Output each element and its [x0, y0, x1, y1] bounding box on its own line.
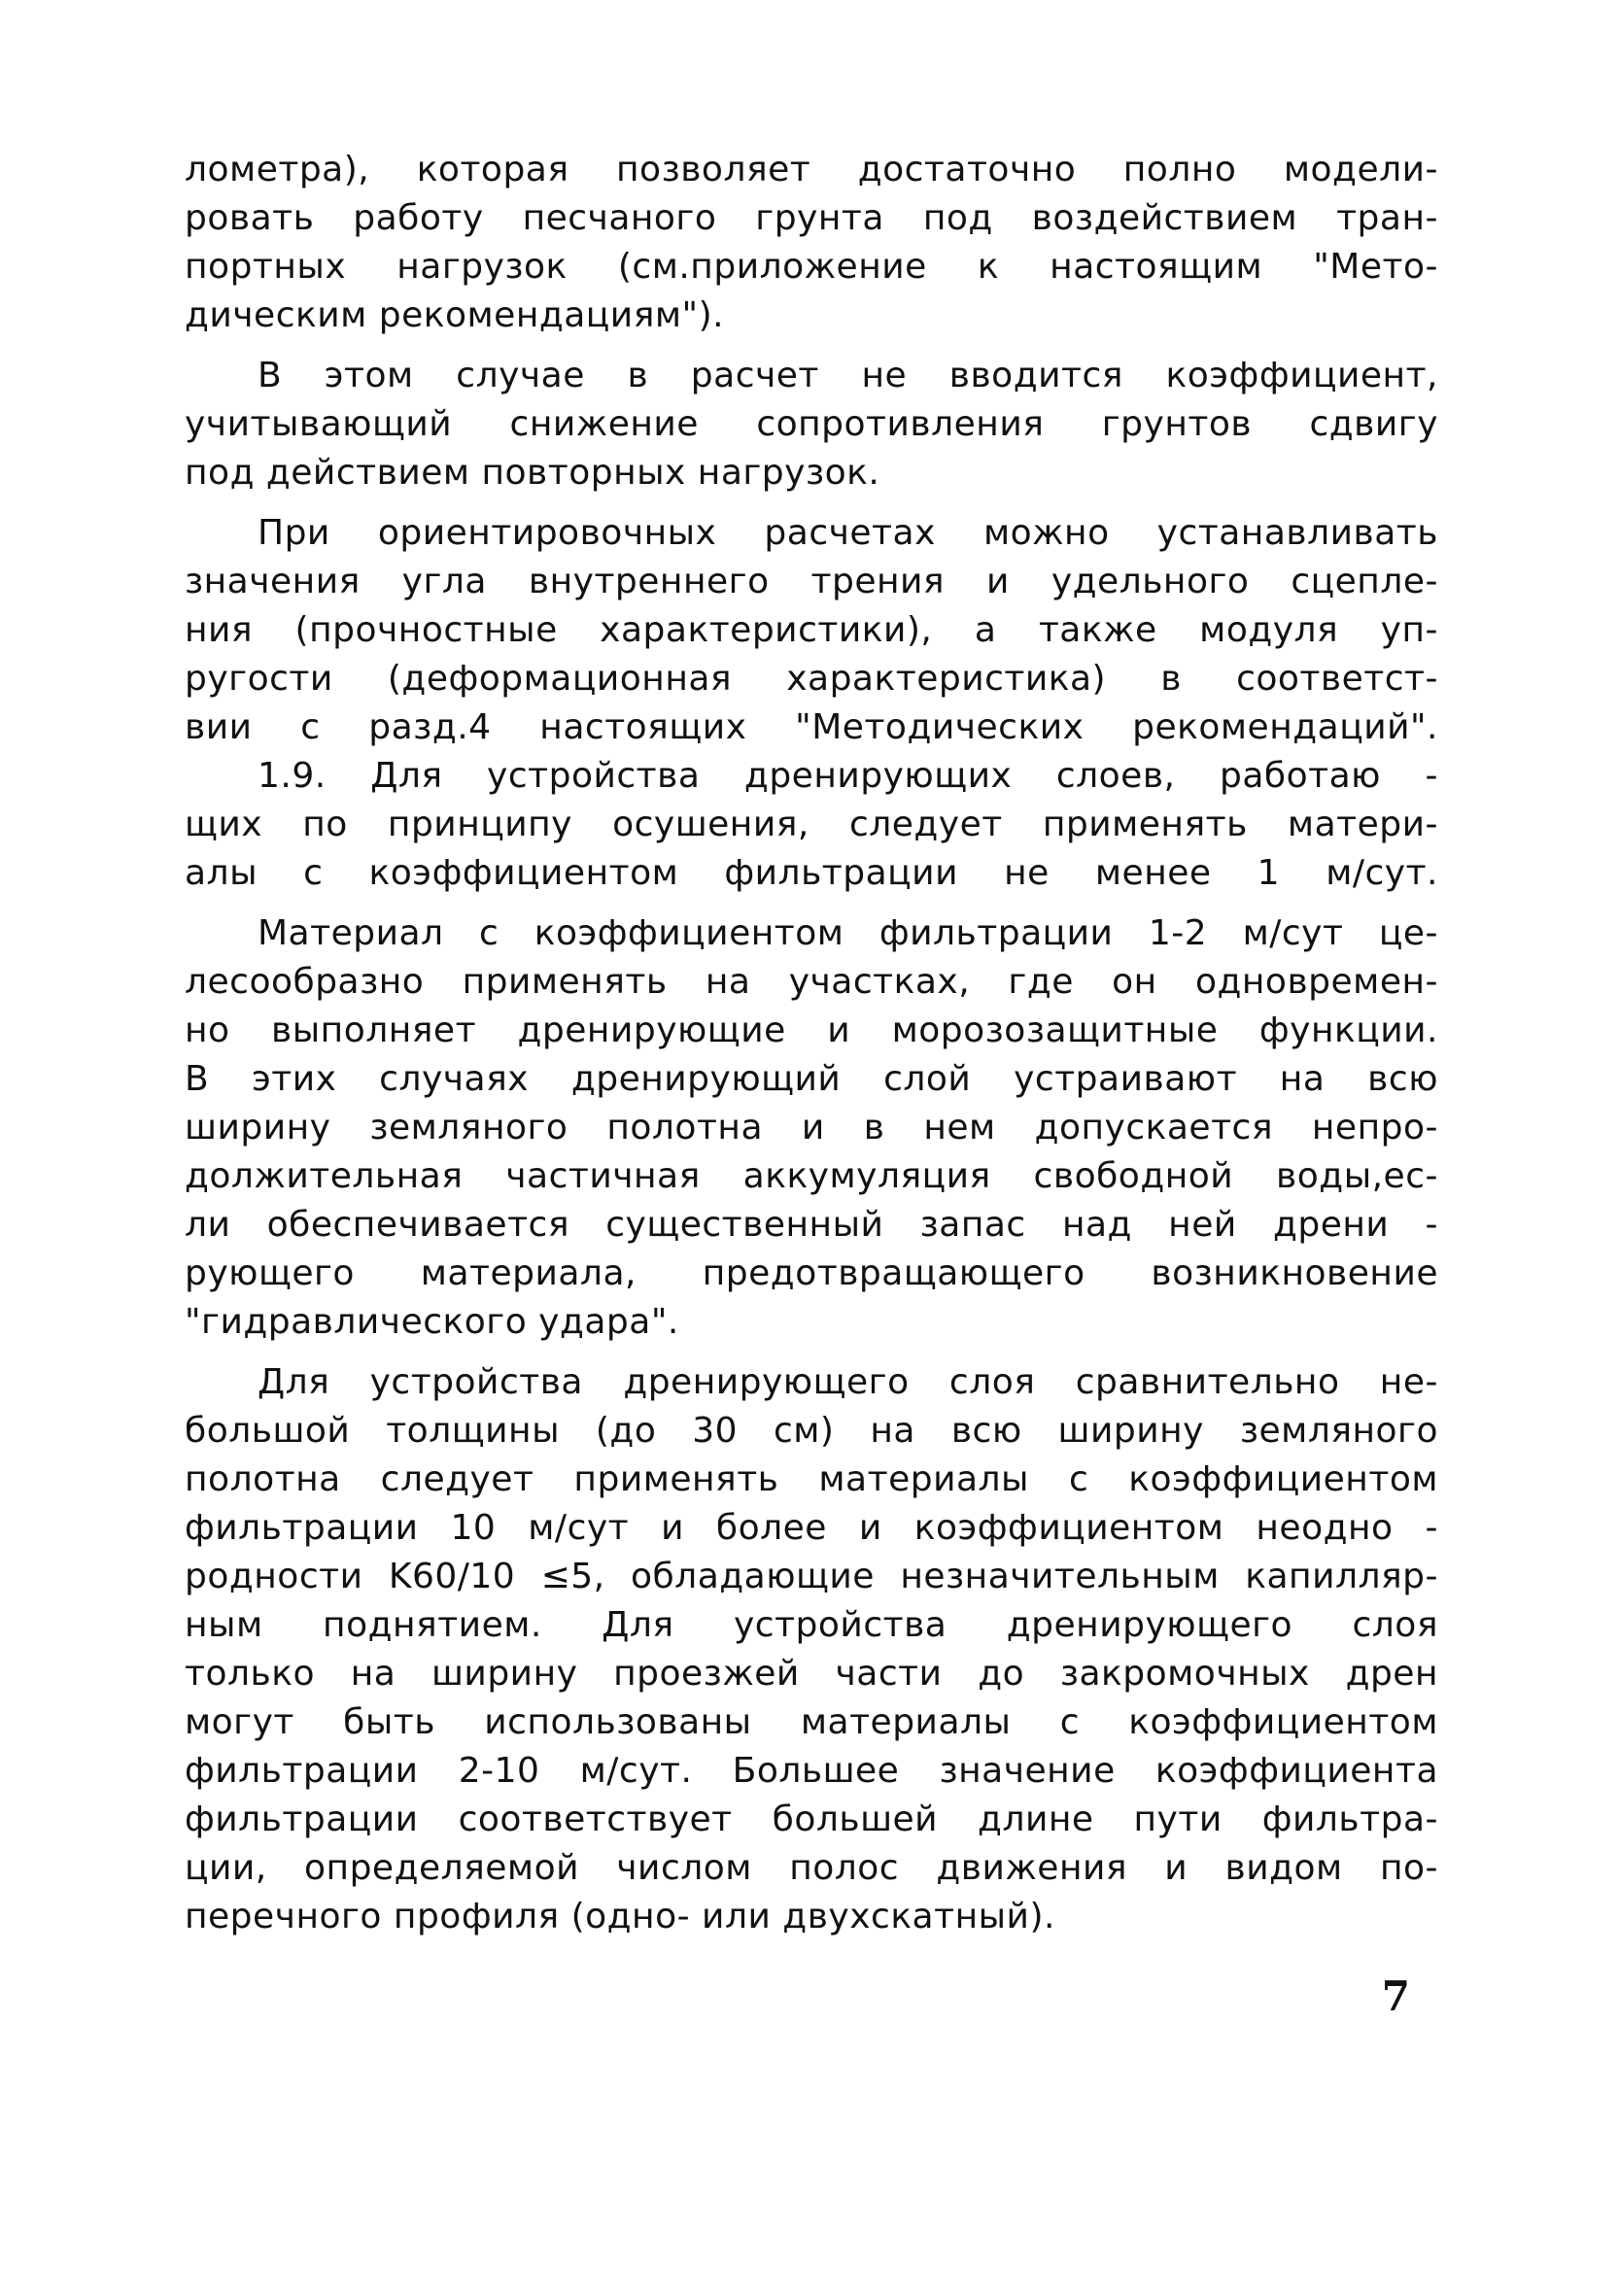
paragraph-4	[185, 752, 1438, 898]
text-line: щих по принципу осушения, следует применять матери-	[185, 805, 1438, 844]
paragraph-2	[185, 352, 1438, 497]
text-line: ным поднятием. Для устройства дренирующего слоя	[185, 1605, 1438, 1645]
page-number: 7	[1381, 1972, 1410, 2020]
text-line: алы с коэффициентом фильтрации не менее 1 м/сут.	[185, 853, 1438, 893]
text-line: под действием повторных нагрузок.	[185, 453, 880, 493]
text-line: ругости (деформационная характеристика) в соответст-	[185, 659, 1438, 699]
text-line: вии с разд.4 настоящих "Методических рекомендаций".	[185, 707, 1438, 747]
text-line: учитывающий снижение сопротивления грунтов сдвигу	[185, 404, 1438, 444]
text-line: В этом случае в расчет не вводится коэффициент,	[258, 356, 1438, 395]
text-line: ции, определяемой числом полос движения и видом по-	[185, 1848, 1438, 1888]
text-line: фильтрации 2-10 м/сут. Большее значение коэффициента	[185, 1751, 1438, 1791]
text-line: значения угла внутреннего трения и удельного сцепле-	[185, 562, 1438, 601]
text-line: лометра), которая позволяет достаточно полно модели-	[185, 150, 1438, 189]
text-line: родности K60/10 ≤5, обладающие незначительным капилляр-	[185, 1557, 1438, 1596]
text-line: фильтрации соответствует большей длине пути фильтра-	[185, 1799, 1438, 1839]
text-line: портных нагрузок (см.приложение к настоящим "Мето-	[185, 247, 1438, 287]
text-line: ширину земляного полотна и в нем допускается непро-	[185, 1108, 1438, 1148]
text-line: полотна следует применять материалы с коэффициентом	[185, 1459, 1438, 1499]
text-line: При ориентировочных расчетах можно устанавливать	[258, 513, 1438, 553]
text-line: большой толщины (до 30 см) на всю ширину земляного	[185, 1411, 1438, 1451]
text-line: лесообразно применять на участках, где он одновремен-	[185, 962, 1438, 1002]
text-line: могут быть использованы материалы с коэффициентом	[185, 1702, 1438, 1742]
text-line: "гидравлического удара".	[185, 1302, 679, 1342]
document-page	[185, 146, 1438, 1941]
text-line: только на ширину проезжей части до закромочных дрен	[185, 1654, 1438, 1694]
paragraph-6	[185, 1358, 1438, 1941]
paragraph-3	[185, 509, 1438, 752]
text-line: 1.9. Для устройства дренирующих слоев, работаю -	[258, 756, 1438, 796]
text-line: ровать работу песчаного грунта под воздействием тран-	[185, 198, 1438, 238]
text-line: ли обеспечивается существенный запас над ней дрени -	[185, 1205, 1438, 1245]
text-line: но выполняет дренирующие и морозозащитные функции.	[185, 1011, 1438, 1050]
text-line: должительная частичная аккумуляция свободной воды,ес-	[185, 1156, 1438, 1196]
text-line: перечного профиля (одно- или двухскатный).	[185, 1897, 1055, 1936]
text-line: Материал с коэффициентом фильтрации 1-2 м/сут це-	[258, 913, 1438, 953]
text-line: В этих случаях дренирующий слой устраивают на всю	[185, 1059, 1438, 1099]
text-line: Для устройства дренирующего слоя сравнительно не-	[258, 1362, 1438, 1402]
text-line: рующего материала, предотвращающего возникновение	[185, 1253, 1438, 1293]
text-line: ния (прочностные характеристики), а также модуля уп-	[185, 610, 1438, 650]
text-line: дическим рекомендациям").	[185, 295, 725, 335]
paragraph-1	[185, 146, 1438, 340]
text-line: фильтрации 10 м/сут и более и коэффициентом неодно -	[185, 1508, 1438, 1548]
paragraph-5	[185, 909, 1438, 1347]
